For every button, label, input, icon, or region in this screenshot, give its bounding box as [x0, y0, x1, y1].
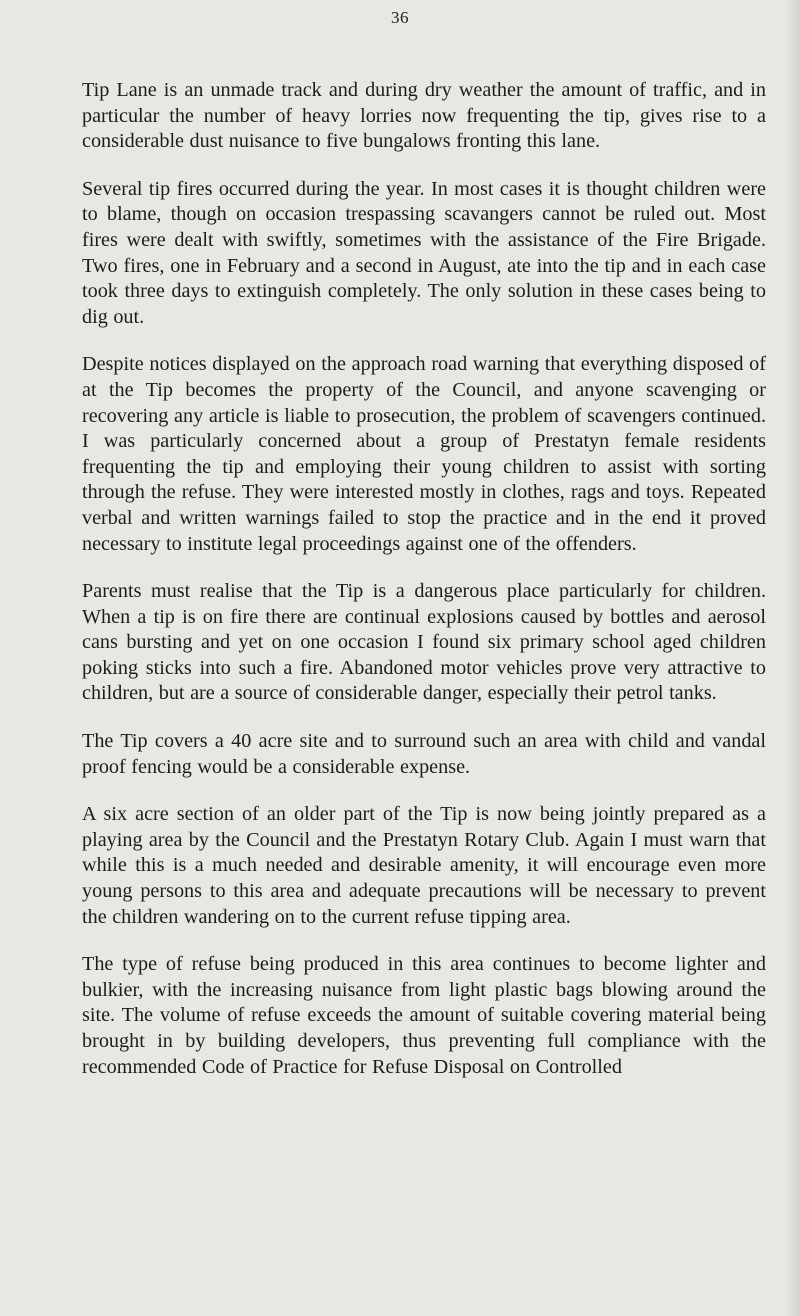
paragraph-tip-fires: Several tip fires occurred during the year. In most cases it is thought children were to blame, though on occasion trespassing scavangers cannot be ruled out. Most fires were dealt with swiftly, sometimes with the assistance of the Fire Brigade. Two fires, one in February and a second in August, ate into the tip and in each case took three days to extinguish completely. The only solution in these cases being to dig out. — [82, 177, 766, 328]
page-edge-shadow — [786, 0, 800, 1316]
paragraph-scavengers: Despite notices displayed on the approach road warning that everything disposed of at the Tip becomes the property of the Council, and anyone scavenging or recovering any article is liable to prosecution, the problem of scavengers continued. I was particularly concerned about a group of Prestatyn female residents frequenting the tip and employing their young children to assist with sorting through the refuse. They were interested mostly in clothes, rags and toys. Repeated verbal and written warnings failed to stop the practice and in the end it proved necessary to institute legal proceedings against one of the offenders. — [82, 353, 766, 555]
document-body — [82, 78, 766, 1102]
paragraph-playing-area: A six acre section of an older part of the Tip is now being jointly prepared as a playing area by the Council and the Prestatyn Rotary Club. Again I must warn that while this is a much needed and desirable amenity, it will encourage even more young persons to this area and adequate precautions will be necessary to prevent the children wandering on to the current refuse tipping area. — [82, 803, 766, 928]
paragraph-tip-lane-dust: Tip Lane is an unmade track and during dry weather the amount of traffic, and in particular the number of heavy lorries now frequenting the tip, gives rise to a considerable dust nuisance to five bungalows fronting this lane. — [82, 79, 766, 153]
page-number: 36 — [391, 8, 409, 27]
paragraph-refuse-type: The type of refuse being produced in this area continues to become lighter and bulkier, with the increasing nuisance from light plastic bags blowing around the site. The volume of refuse exceeds the amount of suitable covering material being brought in by building developers, thus preventing full compliance with the recommended Code of Practice for Refuse Disposal on Controlled — [82, 953, 766, 1078]
paragraph-dangers-to-children: Parents must realise that the Tip is a dangerous place particularly for children. When a tip is on fire there are continual explosions caused by bottles and aerosol cans bursting and yet on one occasion I found six primary school aged children poking sticks into such a fire. Abandoned motor vehicles prove very attractive to children, but are a source of considerable danger, especially their petrol tanks. — [82, 580, 766, 705]
paragraph-fencing: The Tip covers a 40 acre site and to surround such an area with child and vandal proof fencing would be a considerable expense. — [82, 730, 766, 778]
